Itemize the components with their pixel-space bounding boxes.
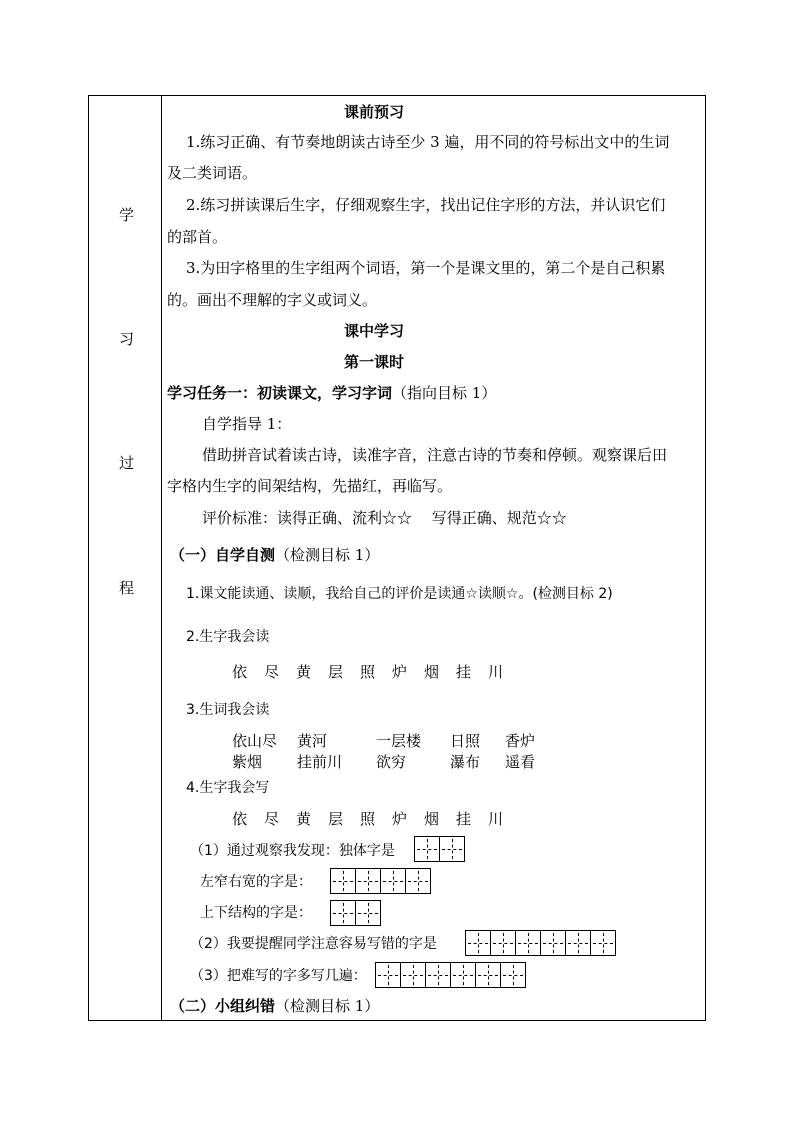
word: 欲穷 — [376, 753, 407, 771]
word: 黄河 — [297, 732, 328, 750]
char: 烟 — [424, 810, 440, 828]
word: 一层楼 — [376, 732, 422, 750]
read-chars-row — [232, 662, 520, 682]
tianzige-grid-top-bottom[interactable] — [330, 900, 380, 926]
char: 挂 — [456, 810, 472, 828]
char: 尽 — [264, 663, 280, 681]
task1-heading — [167, 383, 496, 403]
tianzige-cell[interactable] — [475, 962, 501, 988]
char: 炉 — [392, 663, 408, 681]
char: 层 — [328, 663, 344, 681]
observe-text: （1）通过观察我发现：独体字是 — [190, 843, 395, 859]
tianzige-cell[interactable] — [500, 962, 526, 988]
tianzige-cell[interactable] — [540, 930, 566, 956]
q2-label: 2.生字我会读 — [186, 629, 270, 645]
tianzige-cell[interactable] — [450, 962, 476, 988]
lesson-title: 课中学习 — [344, 322, 405, 340]
guide-text-line1: 借助拼音试着读古诗，读准字音，注意古诗的节奏和停顿。观察课后田 — [202, 446, 668, 464]
char: 川 — [488, 810, 504, 828]
tianzige-grid-left-narrow[interactable] — [330, 868, 430, 894]
preview-item-1-line1: 1.练习正确、有节奏地朗读古诗至少 3 遍，用不同的符号标出文中的生词 — [186, 133, 670, 151]
tianzige-cell[interactable] — [355, 900, 381, 926]
guide-text-line2: 字格内生字的间架结构，先描红，再临写。 — [167, 477, 453, 495]
preview-title: 课前预习 — [344, 103, 405, 121]
q3-label: 3.生词我会读 — [186, 702, 270, 718]
tianzige-cell[interactable] — [465, 930, 491, 956]
preview-item-1-line2: 及二类词语。 — [167, 164, 258, 182]
tianzige-cell[interactable] — [439, 836, 465, 862]
char: 照 — [360, 810, 376, 828]
char: 依 — [232, 810, 248, 828]
q4-label: 4.生字我会写 — [186, 780, 270, 796]
tianzige-cell[interactable] — [405, 868, 431, 894]
tianzige-cell[interactable] — [400, 962, 426, 988]
char: 炉 — [392, 810, 408, 828]
tianzige-cell[interactable] — [330, 868, 356, 894]
word: 香炉 — [505, 732, 536, 750]
preview-item-2-line2: 的部首。 — [167, 228, 228, 246]
word: 挂前川 — [297, 753, 343, 771]
top-bottom-text: 上下结构的字是： — [200, 905, 312, 921]
criteria: 评价标准：读得正确、流利☆☆ 写得正确、规范☆☆ — [202, 509, 567, 527]
tianzige-cell[interactable] — [515, 930, 541, 956]
practice-text: （3）把难写的字多写几遍： — [190, 968, 367, 984]
tianzige-cell[interactable] — [414, 836, 440, 862]
write-chars-row — [232, 809, 520, 829]
tianzige-cell[interactable] — [425, 962, 451, 988]
section2-heading — [170, 996, 379, 1016]
char: 依 — [232, 663, 248, 681]
char: 黄 — [296, 810, 312, 828]
side-label-char: 习 — [119, 330, 135, 348]
char: 烟 — [424, 663, 440, 681]
lesson-period: 第一课时 — [344, 353, 405, 371]
word: 瀑布 — [450, 753, 481, 771]
word: 紫烟 — [232, 753, 263, 771]
tianzige-grid-independent[interactable] — [414, 836, 464, 862]
word: 依山尽 — [232, 732, 278, 750]
preview-item-2-line1: 2.练习拼读课后生字，仔细观察生字，找出记住字形的方法，并认识它们 — [186, 196, 666, 214]
side-label-char: 程 — [119, 579, 135, 597]
q1-text: 1.课文能读通、读顺，我给自己的评价是读通☆读顺☆。(检测目标 2) — [186, 586, 613, 602]
side-label-char: 学 — [119, 206, 135, 224]
char: 尽 — [264, 810, 280, 828]
tianzige-cell[interactable] — [565, 930, 591, 956]
char: 挂 — [456, 663, 472, 681]
word: 遥看 — [505, 753, 536, 771]
remind-text: （2）我要提醒同学注意容易写错的字是 — [190, 936, 437, 952]
side-label-char: 过 — [119, 454, 135, 472]
char: 川 — [488, 663, 504, 681]
char: 照 — [360, 663, 376, 681]
tianzige-cell[interactable] — [490, 930, 516, 956]
left-narrow-text: 左窄右宽的字是： — [200, 874, 312, 890]
char: 层 — [328, 810, 344, 828]
section2-heading-bold: （二）小组纠错 — [170, 997, 276, 1015]
tianzige-cell[interactable] — [375, 962, 401, 988]
word: 日照 — [450, 732, 481, 750]
tianzige-cell[interactable] — [330, 900, 356, 926]
preview-item-3-line1: 3.为田字格里的生字组两个词语，第一个是课文里的，第二个是自己积累 — [186, 259, 666, 277]
column-divider — [161, 96, 162, 1020]
task1-heading-rest: （指向目标 1） — [392, 384, 497, 402]
tianzige-cell[interactable] — [355, 868, 381, 894]
char: 黄 — [296, 663, 312, 681]
tianzige-cell[interactable] — [380, 868, 406, 894]
section2-heading-rest: （检测目标 1） — [275, 997, 380, 1015]
tianzige-grid-remind[interactable] — [465, 930, 615, 956]
task1-heading-bold: 学习任务一：初读课文，学习字词 — [167, 384, 393, 402]
preview-item-3-line2: 的。画出不理解的字义或词义。 — [167, 291, 378, 309]
guide-label: 自学指导 1： — [202, 415, 292, 433]
section1-heading-rest: （检测目标 1） — [275, 546, 380, 564]
section1-heading-bold: （一）自学自测 — [170, 546, 276, 564]
tianzige-cell[interactable] — [590, 930, 616, 956]
tianzige-grid-practice[interactable] — [375, 962, 525, 988]
section1-heading — [170, 545, 379, 565]
